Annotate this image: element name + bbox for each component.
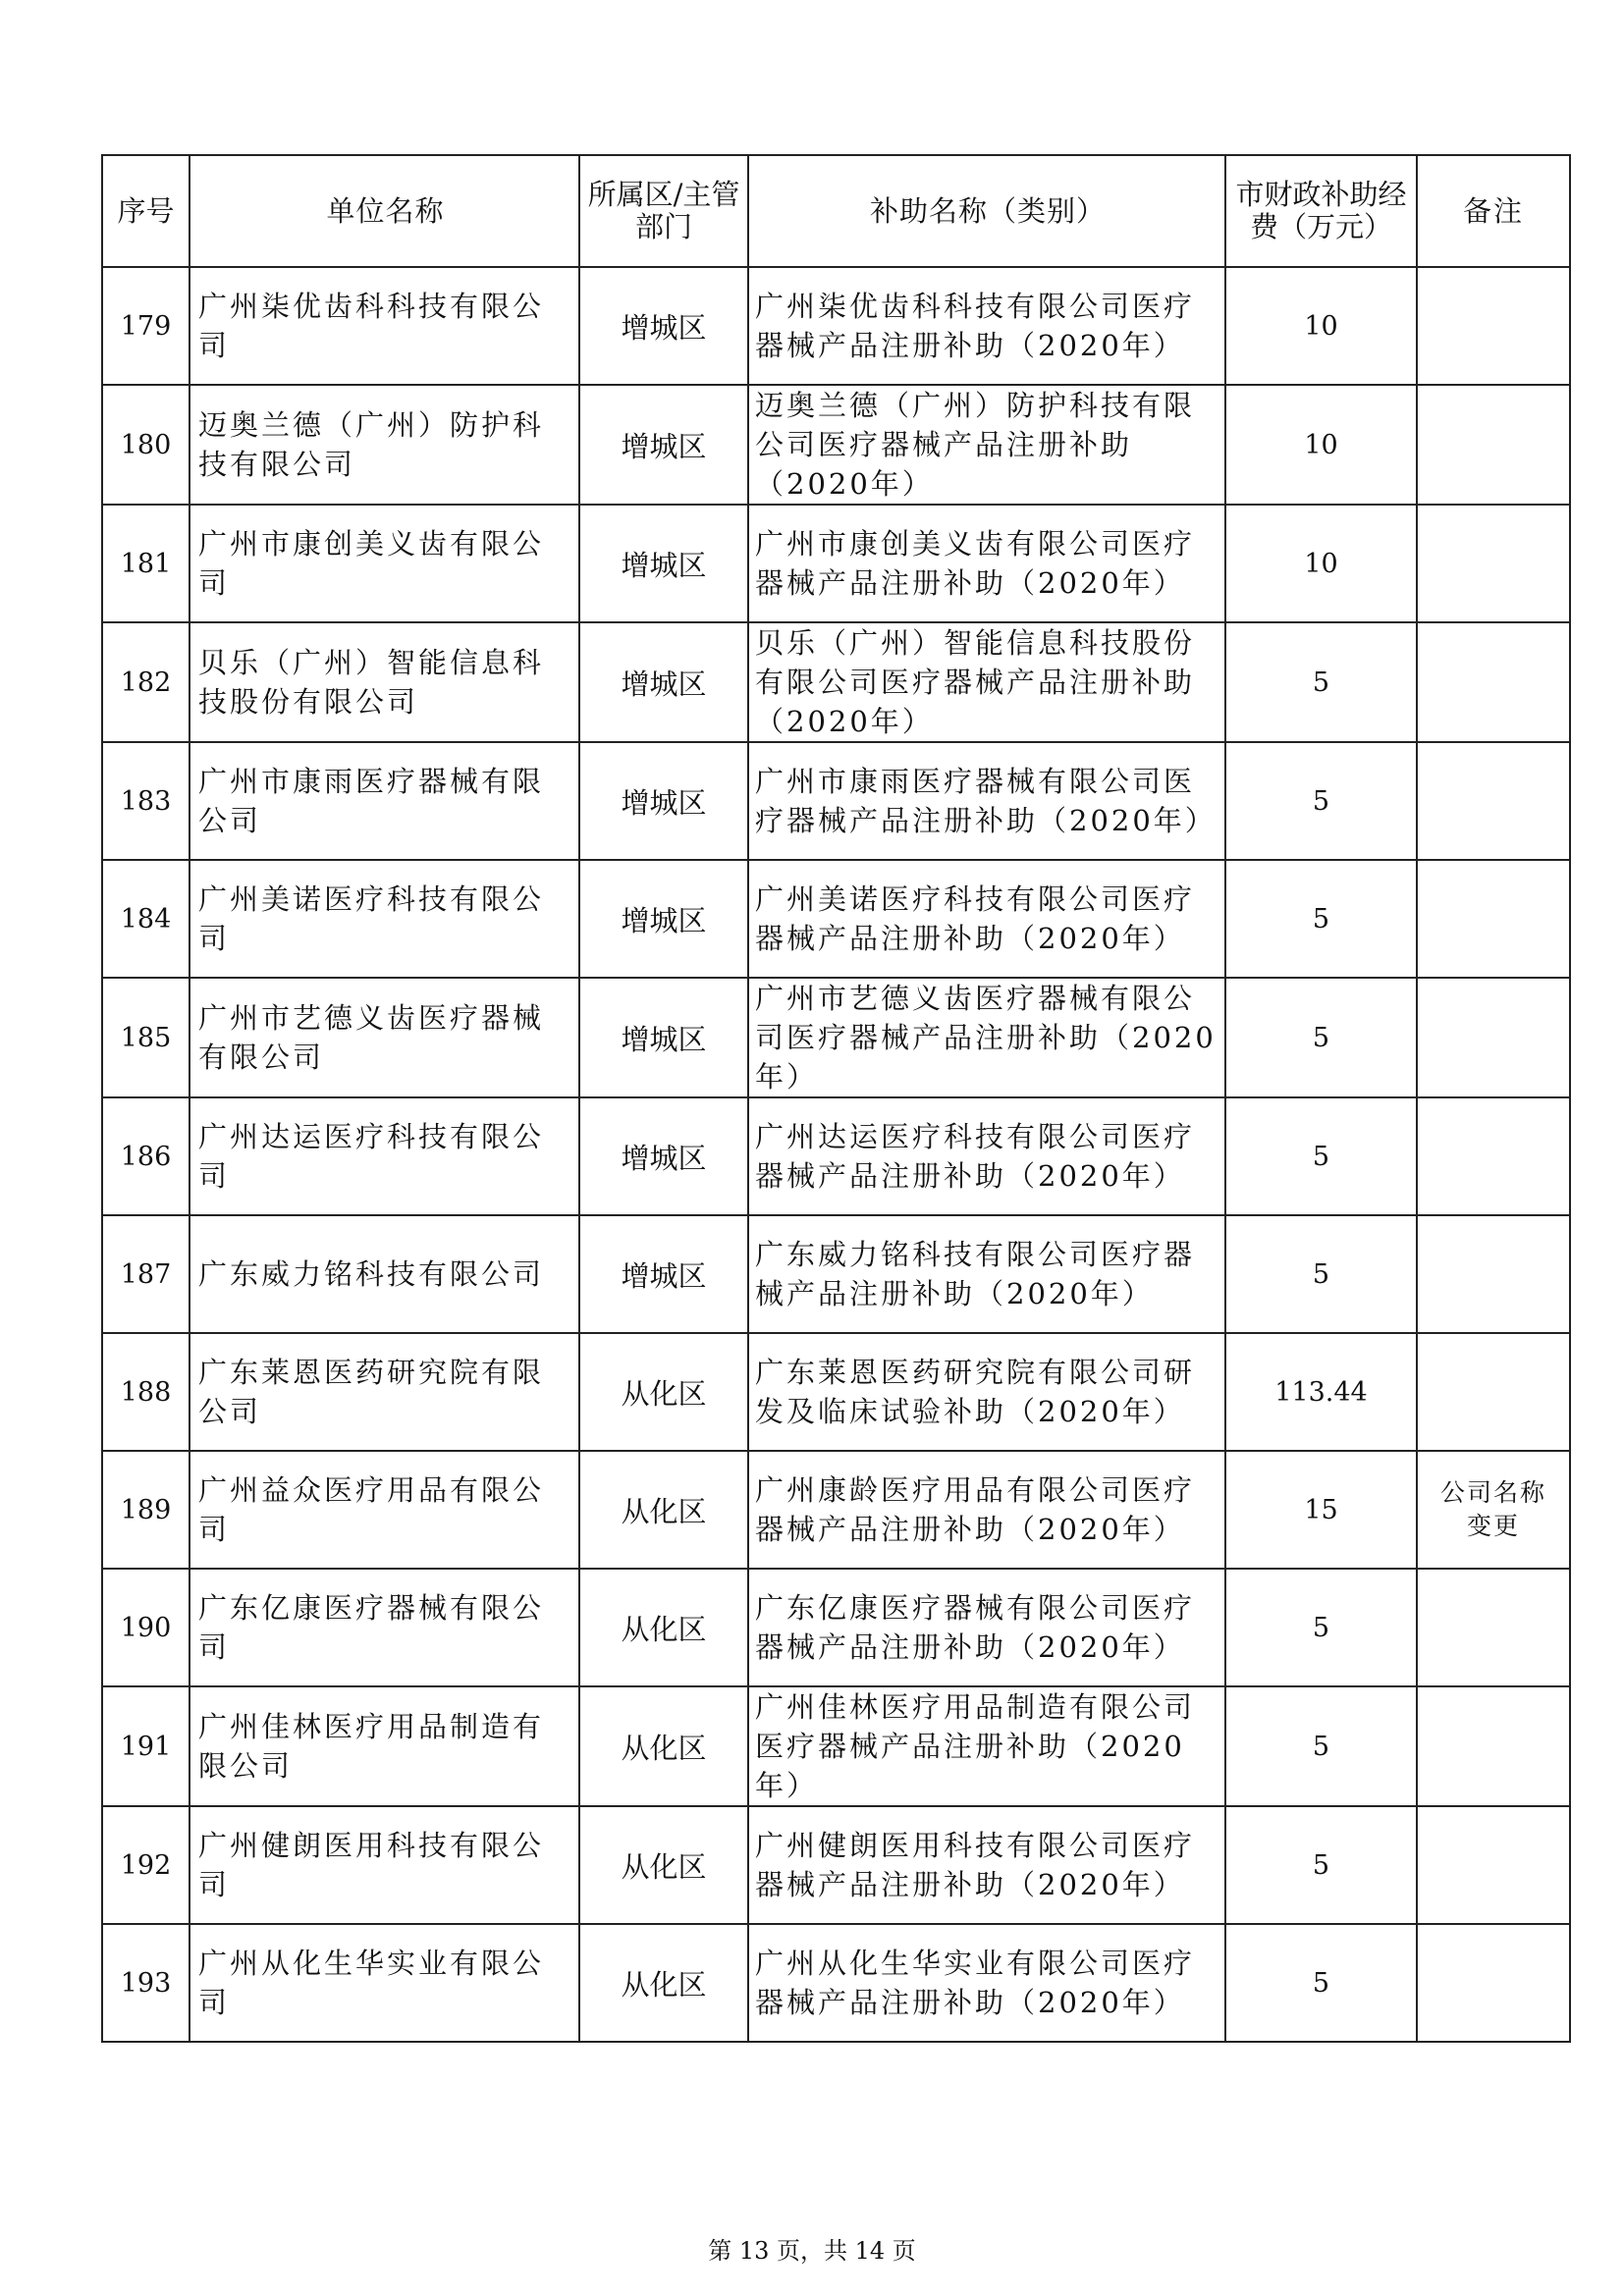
header-serial-number: 序号 [102,155,189,267]
cell-fund: 10 [1225,267,1417,385]
cell-district: 增城区 [579,505,748,622]
table-row [102,860,1570,978]
cell-district: 从化区 [579,1806,748,1924]
cell-serial-number: 192 [102,1806,189,1924]
cell-fund: 5 [1225,1806,1417,1924]
cell-subsidy-name: 广州康龄医疗用品有限公司医疗器械产品注册补助（2020年） [748,1451,1225,1569]
cell-district: 从化区 [579,1569,748,1686]
cell-unit-name: 广州柒优齿科科技有限公司 [189,267,579,385]
cell-serial-number: 179 [102,267,189,385]
cell-fund: 5 [1225,860,1417,978]
cell-unit-name: 广州益众医疗用品有限公司 [189,1451,579,1569]
cell-fund: 10 [1225,385,1417,505]
cell-fund: 5 [1225,1215,1417,1333]
table-row [102,742,1570,860]
cell-serial-number: 191 [102,1686,189,1806]
cell-serial-number: 193 [102,1924,189,2042]
table-row [102,1097,1570,1215]
cell-subsidy-name: 广州从化生华实业有限公司医疗器械产品注册补助（2020年） [748,1924,1225,2042]
cell-subsidy-name: 广东莱恩医药研究院有限公司研发及临床试验补助（2020年） [748,1333,1225,1451]
cell-note [1417,1333,1570,1451]
cell-subsidy-name: 广州市康雨医疗器械有限公司医疗器械产品注册补助（2020年） [748,742,1225,860]
cell-serial-number: 183 [102,742,189,860]
cell-unit-name: 广州市康雨医疗器械有限公司 [189,742,579,860]
cell-district: 增城区 [579,622,748,742]
cell-district: 增城区 [579,1215,748,1333]
cell-serial-number: 186 [102,1097,189,1215]
table-row [102,978,1570,1097]
cell-unit-name: 广州美诺医疗科技有限公司 [189,860,579,978]
cell-subsidy-name: 贝乐（广州）智能信息科技股份有限公司医疗器械产品注册补助（2020年） [748,622,1225,742]
cell-note [1417,1097,1570,1215]
cell-subsidy-name: 广州美诺医疗科技有限公司医疗器械产品注册补助（2020年） [748,860,1225,978]
cell-serial-number: 185 [102,978,189,1097]
cell-unit-name: 广州健朗医用科技有限公司 [189,1806,579,1924]
cell-fund: 5 [1225,978,1417,1097]
cell-note [1417,978,1570,1097]
cell-unit-name: 广州从化生华实业有限公司 [189,1924,579,2042]
table-row [102,1333,1570,1451]
table-row [102,1806,1570,1924]
cell-district: 增城区 [579,1097,748,1215]
cell-district: 从化区 [579,1924,748,2042]
cell-district: 从化区 [579,1451,748,1569]
cell-serial-number: 188 [102,1333,189,1451]
cell-district: 从化区 [579,1686,748,1806]
cell-note [1417,385,1570,505]
cell-subsidy-name: 广东威力铭科技有限公司医疗器械产品注册补助（2020年） [748,1215,1225,1333]
table-row [102,1215,1570,1333]
cell-district: 增城区 [579,385,748,505]
cell-note [1417,1686,1570,1806]
cell-serial-number: 187 [102,1215,189,1333]
cell-serial-number: 182 [102,622,189,742]
cell-unit-name: 贝乐（广州）智能信息科技股份有限公司 [189,622,579,742]
table-row [102,622,1570,742]
cell-note [1417,1806,1570,1924]
cell-fund: 5 [1225,742,1417,860]
cell-subsidy-name: 广州柒优齿科科技有限公司医疗器械产品注册补助（2020年） [748,267,1225,385]
table-row [102,1686,1570,1806]
cell-subsidy-name: 广东亿康医疗器械有限公司医疗器械产品注册补助（2020年） [748,1569,1225,1686]
header-subsidy-name: 补助名称（类别） [748,155,1225,267]
cell-note [1417,860,1570,978]
header-unit-name: 单位名称 [189,155,579,267]
cell-subsidy-name: 广州达运医疗科技有限公司医疗器械产品注册补助（2020年） [748,1097,1225,1215]
cell-subsidy-name: 广州市康创美义齿有限公司医疗器械产品注册补助（2020年） [748,505,1225,622]
cell-unit-name: 迈奥兰德（广州）防护科技有限公司 [189,385,579,505]
cell-unit-name: 广东亿康医疗器械有限公司 [189,1569,579,1686]
cell-serial-number: 190 [102,1569,189,1686]
table-row [102,385,1570,505]
cell-serial-number: 189 [102,1451,189,1569]
subsidy-table [101,154,1571,2043]
cell-unit-name: 广东莱恩医药研究院有限公司 [189,1333,579,1451]
cell-subsidy-name: 广州市艺德义齿医疗器械有限公司医疗器械产品注册补助（2020年） [748,978,1225,1097]
cell-fund: 10 [1225,505,1417,622]
table-row [102,267,1570,385]
cell-note: 公司名称变更 [1417,1451,1570,1569]
cell-district: 增城区 [579,267,748,385]
cell-note [1417,1569,1570,1686]
cell-fund: 5 [1225,1924,1417,2042]
table-row [102,1451,1570,1569]
cell-district: 增城区 [579,742,748,860]
cell-district: 增城区 [579,860,748,978]
cell-fund: 5 [1225,1097,1417,1215]
cell-unit-name: 广东威力铭科技有限公司 [189,1215,579,1333]
cell-note [1417,267,1570,385]
cell-fund: 113.44 [1225,1333,1417,1451]
cell-unit-name: 广州市康创美义齿有限公司 [189,505,579,622]
cell-district: 从化区 [579,1333,748,1451]
cell-serial-number: 181 [102,505,189,622]
page-number-footer: 第 13 页，共 14 页 [708,2237,916,2265]
cell-unit-name: 广州佳林医疗用品制造有限公司 [189,1686,579,1806]
header-district: 所属区/主管部门 [579,155,748,267]
table-header-row [102,155,1570,267]
header-note: 备注 [1417,155,1570,267]
cell-note [1417,622,1570,742]
cell-subsidy-name: 广州佳林医疗用品制造有限公司医疗器械产品注册补助（2020年） [748,1686,1225,1806]
cell-note [1417,1215,1570,1333]
table-row [102,1924,1570,2042]
cell-fund: 5 [1225,1569,1417,1686]
cell-unit-name: 广州市艺德义齿医疗器械有限公司 [189,978,579,1097]
cell-note [1417,742,1570,860]
table-row [102,505,1570,622]
cell-subsidy-name: 广州健朗医用科技有限公司医疗器械产品注册补助（2020年） [748,1806,1225,1924]
cell-serial-number: 180 [102,385,189,505]
cell-fund: 5 [1225,622,1417,742]
cell-subsidy-name: 迈奥兰德（广州）防护科技有限公司医疗器械产品注册补助（2020年） [748,385,1225,505]
cell-unit-name: 广州达运医疗科技有限公司 [189,1097,579,1215]
table-row [102,1569,1570,1686]
header-fund: 市财政补助经费（万元） [1225,155,1417,267]
cell-note [1417,505,1570,622]
cell-fund: 15 [1225,1451,1417,1569]
cell-serial-number: 184 [102,860,189,978]
cell-fund: 5 [1225,1686,1417,1806]
cell-note [1417,1924,1570,2042]
cell-district: 增城区 [579,978,748,1097]
